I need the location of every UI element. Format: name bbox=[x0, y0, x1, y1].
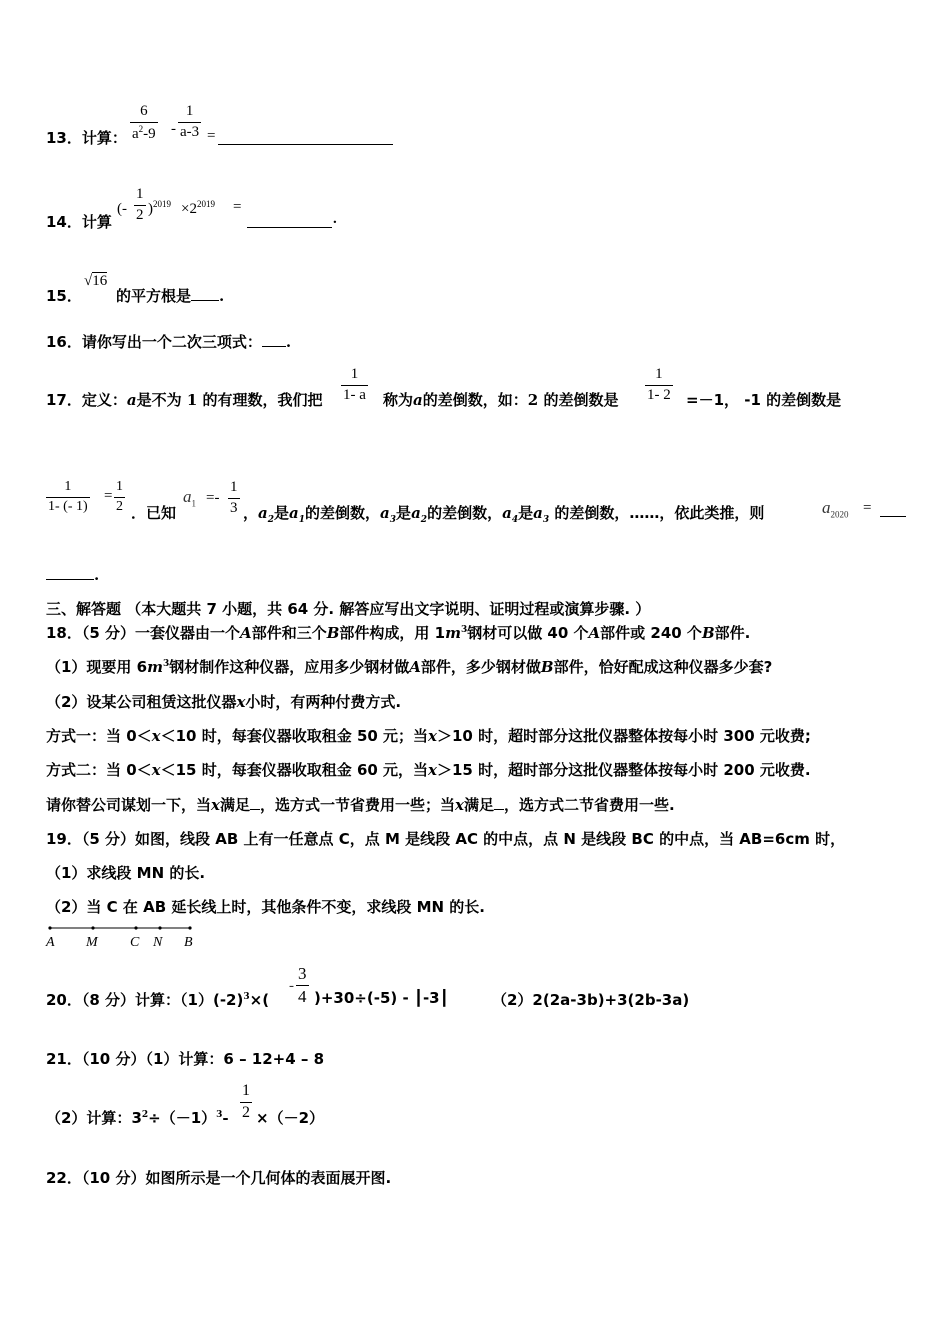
q18-line-4: 方式一：当 0＜x＜10 时，每套仪器收取租金 50 元；当x＞10 时，超时部分这批仪器整体按每小时 300 元收费; bbox=[46, 727, 811, 745]
q19-line-2: （1）求线段 MN 的长. bbox=[46, 864, 206, 882]
question-17-line-1: 17．定义：a是不为 1 的有理数，我们把 bbox=[46, 391, 323, 409]
point-m-dot bbox=[91, 926, 94, 929]
q13-label: 13．计算： bbox=[46, 129, 127, 147]
question-15 bbox=[46, 285, 82, 306]
q19-line-3: （2）当 C 在 AB 延长线上时，其他条件不变，求线段 MN 的长. bbox=[46, 898, 486, 916]
q20-line: 20．（8 分）计算：$(1)(-2)^3\times$( bbox=[46, 991, 270, 1009]
point-b-label: B bbox=[184, 935, 193, 950]
q17-third: $\frac{1}{3}$ bbox=[230, 479, 238, 516]
q14-open: (- bbox=[117, 201, 127, 217]
q16-text: 16．请你写出一个二次三项式： bbox=[46, 333, 262, 351]
q18-blank-2[interactable] bbox=[494, 797, 504, 810]
q18-line-2: （1）现要用 $6m^3$钢材制作这种仪器，应用多少钢材做A部件，多少钢材做B部件，恰好配成这种仪器多少套? bbox=[46, 658, 773, 676]
point-n-dot bbox=[158, 926, 161, 929]
q17-answer-line-2: . bbox=[46, 565, 99, 584]
q17-fraction-1: $\frac{1}{1- a}$ bbox=[343, 366, 366, 403]
q18-line-3: （2）设某公司租赁这批仪器x小时，有两种付费方式. bbox=[46, 693, 402, 711]
q13-fraction-2 bbox=[178, 104, 201, 140]
question-17-line-1b: 称为a的差倒数，如：2 的差倒数是 bbox=[383, 391, 619, 409]
q17-fraction-3: $\frac{1}{1- (- 1)}$ bbox=[48, 479, 88, 514]
point-a-label: A bbox=[46, 935, 55, 950]
q18-blank-1[interactable] bbox=[250, 797, 260, 810]
q13-equals: = bbox=[207, 128, 216, 144]
q13-minus: - bbox=[171, 121, 176, 137]
q17-line-2-text: ，$a_2$是$a_1$的差倒数，$a_3$是$a_2$的差倒数，$a_4$是$a_3$ 的差倒数，……，依此类推，则 bbox=[243, 504, 765, 525]
q14-close: )$^{2019}$ bbox=[148, 199, 171, 217]
q21-line-1: 21．（10 分）（1）计算：6 – 12+4 – 8 bbox=[46, 1050, 325, 1068]
question-13 bbox=[46, 127, 127, 148]
q21-line-2: （2）计算：$3^2\div(-1)^3-$ bbox=[46, 1109, 229, 1127]
q15-answer-blank[interactable] bbox=[191, 286, 219, 301]
section-3-header: 三、解答题 （本大题共 7 小题，共 64 分. 解答应写出文字说明、证明过程或演算步骤. ） bbox=[46, 600, 651, 618]
q17-answer-blank-1[interactable] bbox=[880, 502, 906, 517]
point-c-label: C bbox=[130, 935, 140, 950]
q21-fraction: $\frac{1}{2}$ bbox=[242, 1082, 250, 1121]
question-17-line-1c: =－1， -1 的差倒数是 bbox=[686, 391, 842, 409]
q21-line-2-end: ×（－2） bbox=[256, 1109, 325, 1127]
q13-numerator-1: 6 bbox=[140, 103, 148, 119]
q20-part-2: （2）2(2a-3b)+3(2b-3a) bbox=[492, 991, 690, 1009]
q17-half: $\frac{1}{2}$ bbox=[116, 479, 123, 514]
question-16: 16．请你写出一个二次三项式： . bbox=[46, 333, 292, 351]
point-n-label: N bbox=[153, 935, 163, 950]
q13-denominator-1: $a^2-9$ bbox=[132, 124, 156, 142]
q14-equals: = bbox=[233, 199, 242, 215]
q16-answer-blank[interactable] bbox=[262, 332, 286, 347]
point-m-label: M bbox=[86, 935, 98, 950]
q18-line-5: 方式二：当 0＜x＜15 时，每套仪器收取租金 60 元，当x＞15 时，超时部分这批仪器整体按每小时 200 元收费. bbox=[46, 761, 811, 779]
q20-fraction: $\frac{3}{4}$ bbox=[298, 964, 307, 1006]
q22-line: 22．（10 分）如图所示是一个几何体的表面展开图. bbox=[46, 1169, 392, 1187]
q14-fraction bbox=[134, 187, 146, 223]
q13-denominator-2: a-3 bbox=[180, 124, 200, 140]
q14-numerator: 1 bbox=[136, 186, 144, 202]
q14-times: $\times 2^{2019}$ bbox=[181, 199, 215, 217]
q14-denominator: 2 bbox=[136, 207, 144, 223]
q14-label: 14．计算 bbox=[46, 213, 112, 231]
q17-a1: $a_1$ bbox=[183, 487, 196, 509]
q15-text-line: 的平方根是 . bbox=[116, 287, 225, 305]
q17-a2020: $a_{2020}$ bbox=[822, 498, 849, 520]
q15-label: 15． bbox=[46, 287, 82, 305]
q13-numerator-2: 1 bbox=[185, 103, 194, 119]
q18-line-1: 18．（5 分）一套仪器由一个A部件和三个B部件构成，用 $1m^3$钢材可以做 40 个A部件或 240 个B部件. bbox=[46, 624, 751, 642]
q20-neg: - bbox=[289, 978, 294, 994]
point-c-dot bbox=[134, 926, 137, 929]
q18-line-6: 请你替公司谋划一下，当x满足 ，选方式一节省费用一些；当x满足 ，选方式二节省费用一些. bbox=[46, 796, 675, 814]
q19-line-1: 19．（5 分）如图，线段 AB 上有一任意点 C，点 M 是线段 AC 的中点，点 N 是线段 BC 的中点，当 AB=6cm 时， bbox=[46, 830, 846, 848]
q17-answer-blank-2[interactable] bbox=[46, 565, 94, 580]
q17-eq-2020: = bbox=[863, 500, 872, 516]
q20-rest: )+30÷(-5) - ┃-3┃ bbox=[314, 989, 449, 1007]
q14-end: . bbox=[333, 211, 337, 227]
q13-fraction-1 bbox=[130, 104, 158, 142]
q17-equals-half: = bbox=[104, 488, 113, 504]
q15-sqrt: √16 bbox=[84, 273, 108, 289]
q15-text: 的平方根是 bbox=[116, 287, 192, 305]
point-a-dot bbox=[48, 926, 51, 929]
q17-known: ．已知 bbox=[131, 504, 177, 522]
q19-segment-diagram bbox=[44, 920, 204, 952]
q13-answer-blank[interactable] bbox=[218, 128, 393, 145]
q17-eq-neg: =- bbox=[206, 490, 220, 506]
question-14 bbox=[46, 211, 112, 232]
q17-fraction-2: $\frac{1}{1- 2}$ bbox=[647, 366, 671, 403]
q14-answer-blank[interactable] bbox=[247, 211, 332, 228]
point-b-dot bbox=[188, 926, 191, 929]
